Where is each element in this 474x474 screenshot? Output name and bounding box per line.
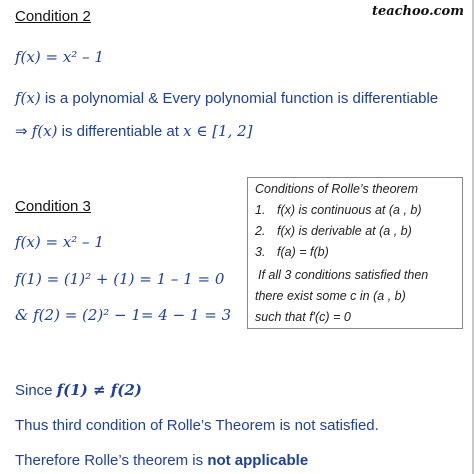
condition2-fx-2: f(x) [31, 122, 58, 140]
rolle-conditions-box [247, 177, 463, 329]
therefore-prefix: Therefore Rolle’s theorem is [15, 452, 208, 469]
thus-statement: Thus third condition of Rolle’s Theorem is not satisfied. [15, 417, 379, 434]
condition2-fx: f(x) [15, 89, 41, 107]
rolle-note-1: If all 3 conditions satisfied then [258, 268, 429, 282]
rolle-box-title: Conditions of Rolle’s theorem [255, 182, 419, 196]
brand-logo: teachoo.com [371, 4, 464, 19]
condition3-function: f(x) = x² – 1 [15, 233, 104, 251]
condition3-f1: f(1) = (1)² + (1) = 1 – 1 = 0 [15, 270, 225, 288]
rolle-condition-1: 1. f(x) is continuous at (a , b) [255, 203, 422, 217]
condition2-conclusion [15, 122, 253, 140]
condition2-heading: Condition 2 [15, 8, 91, 25]
rolle-note-2: there exist some c in (a , b) [255, 289, 406, 303]
rolle-condition-3: 3. f(a) = f(b) [255, 245, 329, 259]
rolle-note-3: such that f′(c) = 0 [255, 310, 351, 324]
condition3-heading: Condition 3 [15, 198, 91, 215]
condition2-function: f(x) = x² – 1 [15, 48, 104, 66]
condition2-polynomial-statement [15, 89, 438, 107]
therefore-statement [15, 452, 308, 469]
since-inequality: f(1) ≠ f(2) [56, 381, 142, 399]
condition3-f2: & f(2) = (2)² − 1= 4 − 1 = 3 [15, 306, 232, 324]
since-statement [15, 381, 142, 399]
not-applicable-text: not applicable [207, 452, 309, 469]
rolle-condition-2: 2. f(x) is derivable at (a , b) [255, 224, 412, 238]
implies-arrow: ⇒ [15, 123, 32, 140]
condition2-polynomial-text: is a polynomial & Every polynomial function is differentiable [40, 90, 439, 107]
condition2-interval: x ∈ [1, 2] [183, 122, 253, 140]
since-prefix: Since [15, 382, 57, 399]
condition2-differentiable-text: is differentiable at [57, 123, 184, 140]
